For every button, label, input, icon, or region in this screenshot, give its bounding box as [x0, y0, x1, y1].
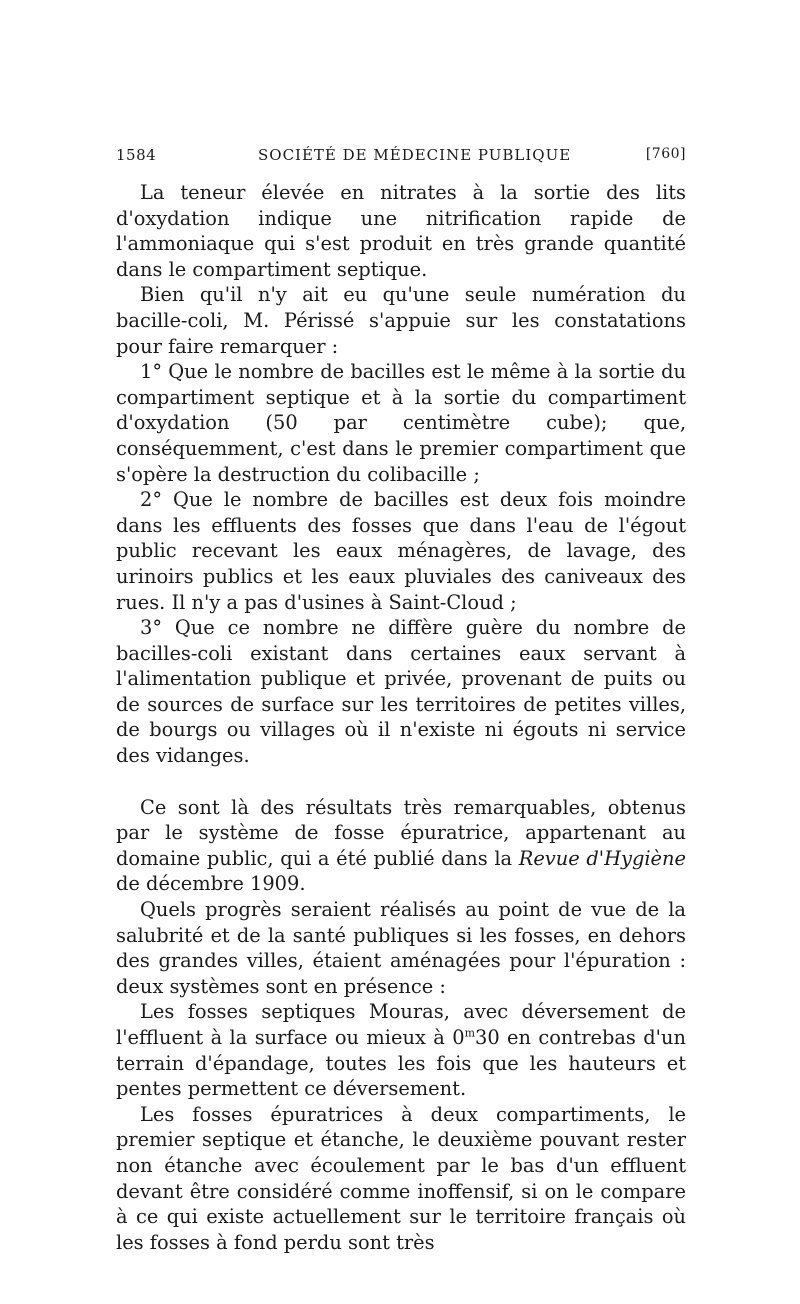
journal-title: Revue d'Hygiène [518, 846, 686, 870]
body-text [116, 180, 686, 1255]
mouras-text-before: Les fosses septiques Mouras, avec déversement de l'effluent à la surface ou mieux à 0 [116, 1000, 686, 1049]
paragraph-progress: Quels progrès seraient réalisés au point de vue de la salubrité et de la santé publiques si les fosses, en dehors des grandes villes, étaient aménagées pour l'épuration : deux systèmes sont en présence : [116, 898, 686, 998]
results-text-after: de décembre 1909. [116, 872, 306, 896]
paragraph-point-2: 2° Que le nombre de bacilles est deux fois moindre dans les effluents des fosses que dans l'eau de l'égout public recevant les eaux ménagères, de lavage, des urinoirs publics et les eaux pluviales des caniveaux des rues. Il n'y a pas d'usines à Saint-Cloud ; [116, 488, 686, 614]
results-text-before: Ce sont là des résultats très remarquables, obtenus par le système de fosse épuratrice, appartenant au domaine public, qui a été publié dans la [116, 795, 686, 870]
running-header [116, 146, 686, 170]
page-reference: [760] [645, 146, 686, 162]
paragraph-nitrates: La teneur élevée en nitrates à la sortie des lits d'oxydation indique une nitrification rapide de l'ammoniaque qui s'est produit en très grande quantité dans le compartiment septique. [116, 181, 686, 281]
paragraph-results [116, 795, 686, 897]
paragraph-point-3: 3° Que ce nombre ne diffère guère du nombre de bacilles-coli existant dans certaines eaux servant à l'alimentation publique et privée, provenant de puits ou de sources de surface sur les territoires de petites villes, de bourgs ou villages où il n'existe ni égouts ni service des vidanges. [116, 616, 686, 768]
paragraph-bacille-coli: Bien qu'il n'y ait eu qu'une seule numération du bacille-coli, M. Périssé s'appuie sur les constatations pour faire remarquer : [116, 283, 686, 358]
paragraph-mouras [116, 999, 686, 1101]
mouras-text-after: 30 en contrebas d'un terrain d'épandage, toutes les fois que les hauteurs et pentes permettent ce déversement. [116, 1026, 686, 1101]
page-number: 1584 [116, 146, 157, 164]
running-title: SOCIÉTÉ DE MÉDECINE PUBLIQUE [258, 146, 572, 164]
paragraph-point-1: 1° Que le nombre de bacilles est le même à la sortie du compartiment septique et à la sortie du compartiment d'oxydation (50 par centimètre cube); que, conséquemment, c'est dans le premier compartiment que s'opère la destruction du colibacille ; [116, 360, 686, 486]
meter-superscript: m [464, 1026, 475, 1040]
paragraph-two-compartments: Les fosses épuratrices à deux compartiments, le premier septique et étanche, le deuxième pouvant rester non étanche avec écoulement par le bas d'un effluent devant être considéré comme inoffensif, si on le compare à ce qui existe actuellement sur le territoire français où les fosses à fond perdu sont très [116, 1102, 686, 1254]
